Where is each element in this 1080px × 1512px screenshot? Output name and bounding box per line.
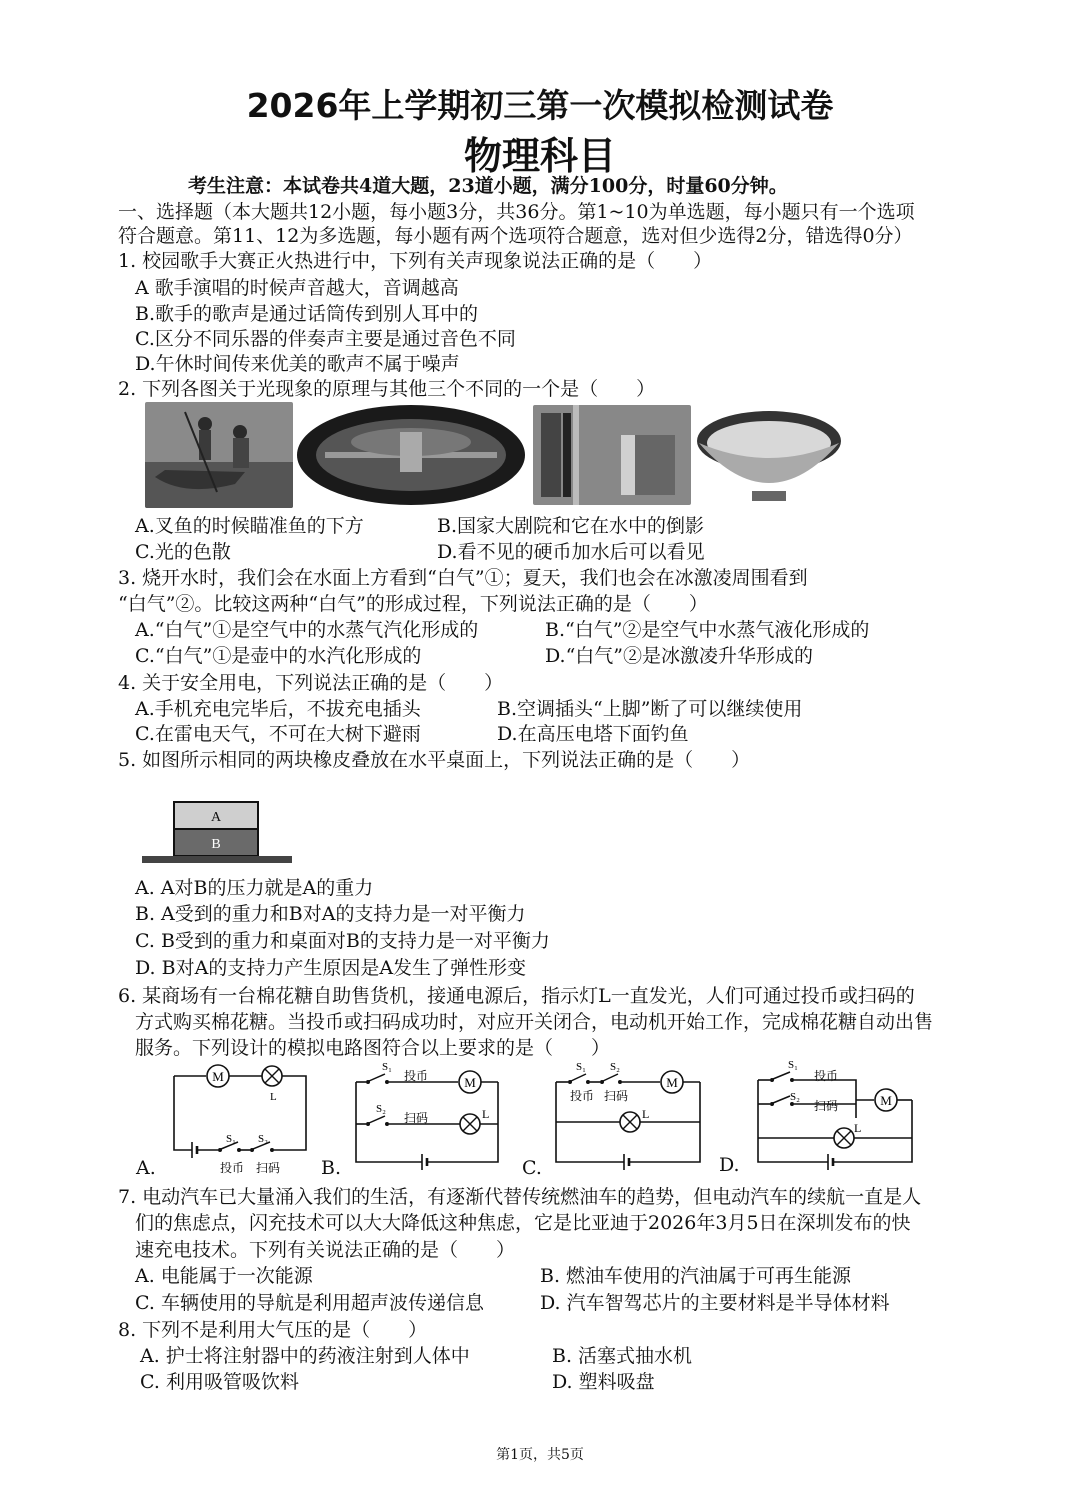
q7-stem-line1: 7. 电动汽车已大量涌入我们的生活，有逐渐代替传统燃油车的趋势，但电动汽车的续航一直是人 xyxy=(118,1186,922,1208)
section1-line2: 符合题意。第11、12为多选题，每小题有两个选项符合题意，选对但少选得2分，错选得0分） xyxy=(118,225,913,247)
q8-option-b: B. 活塞式抽水机 xyxy=(552,1345,693,1367)
q5-option-a: A. A对B的压力就是A的重力 xyxy=(135,877,374,899)
exam-title: 2026年上学期初三第一次模拟检测试卷 xyxy=(246,86,834,125)
q6b-s1-label: S₁ xyxy=(382,1061,392,1073)
q7-option-d: D. 汽车智驾芯片的主要材料是半导体材料 xyxy=(540,1292,890,1314)
q3-stem-line2: “白气”②。比较这两种“白气”的形成过程，下列说法正确的是（ ） xyxy=(118,593,708,615)
q6-option-a-label: A. xyxy=(136,1157,156,1179)
q7-stem-line3: 速充电技术。下列有关说法正确的是（ ） xyxy=(135,1239,516,1261)
q1-option-d: D.午休时间传来优美的歌声不属于噪声 xyxy=(135,353,460,375)
q6d-motor-label: M xyxy=(880,1093,892,1108)
q4-stem: 4. 关于安全用电，下列说法正确的是（ ） xyxy=(118,672,504,694)
q7-option-b: B. 燃油车使用的汽油属于可再生能源 xyxy=(540,1265,852,1287)
q7-option-c: C. 车辆使用的导航是利用超声波传递信息 xyxy=(135,1292,484,1314)
q8-option-a: A. 护士将注射器中的药液注射到人体中 xyxy=(140,1345,470,1367)
q8-option-c: C. 利用吸管吸饮料 xyxy=(140,1371,299,1393)
q5-eraser-figure xyxy=(142,798,292,870)
q1-option-b: B.歌手的歌声是通过话筒传到别人耳中的 xyxy=(135,303,479,325)
subject-title: 物理科目 xyxy=(463,134,616,178)
q6d-saoma-label: 扫码 xyxy=(814,1099,839,1113)
q4-option-c: C.在雷电天气，不可在大树下避雨 xyxy=(135,723,421,745)
q5-option-c: C. B受到的重力和桌面对B的支持力是一对平衡力 xyxy=(135,930,550,952)
page-number: 第1页，共5页 xyxy=(496,1447,584,1463)
q3-option-a: A.“白气”①是空气中的水蒸气汽化形成的 xyxy=(135,619,479,641)
section1-line1: 一、选择题（本大题共12小题，每小题3分，共36分。第1~10为单选题，每小题只有一个选项 xyxy=(118,201,915,223)
q6b-saoma-label: 扫码 xyxy=(404,1111,429,1125)
q5-block-b-label: B xyxy=(211,837,221,852)
q5-stem: 5. 如图所示相同的两块橡皮叠放在水平桌面上，下列说法正确的是（ ） xyxy=(118,749,751,771)
q5-option-b: B. A受到的重力和B对A的支持力是一对平衡力 xyxy=(135,903,526,925)
q8-option-d: D. 塑料吸盘 xyxy=(552,1371,655,1393)
q6-stem-line3: 服务。下列设计的模拟电路图符合以上要求的是（ ） xyxy=(135,1037,611,1059)
q1-option-a: A 歌手演唱的时候声音越大，音调越高 xyxy=(135,277,459,299)
q6b-s2-label: S₂ xyxy=(376,1103,386,1115)
q6-circuit-b xyxy=(340,1060,510,1172)
q6d-s1-label: S₁ xyxy=(788,1059,798,1071)
q6-stem-line2: 方式购买棉花糖。当投币或扫码成功时，对应开关闭合，电动机开始工作，完成棉花糖自动出售 xyxy=(135,1011,934,1033)
q1-stem: 1. 校园歌手大赛正火热进行中，下列有关声现象说法正确的是（ ） xyxy=(118,250,713,272)
q3-stem-line1: 3. 烧开水时，我们会在水面上方看到“白气”①；夏天，我们也会在冰激凌周围看到 xyxy=(118,567,808,589)
q6c-lamp-label: L xyxy=(642,1107,650,1121)
q6-circuit-a xyxy=(136,1062,316,1177)
q2-fishing-photo xyxy=(145,402,293,508)
q6d-toubi-label: 投币 xyxy=(814,1069,839,1083)
q6b-lamp-label: L xyxy=(482,1107,490,1121)
q2-bowl-photo xyxy=(694,403,844,508)
q2-dispersion-photo xyxy=(533,405,691,505)
q6c-toubi-label: 投币 xyxy=(570,1089,595,1103)
exam-notice: 考生注意：本试卷共4道大题，23道小题，满分100分，时量60分钟。 xyxy=(188,175,788,197)
q4-option-b: B.空调插头“上脚”断了可以继续使用 xyxy=(497,698,803,720)
q2-stem: 2. 下列各图关于光现象的原理与其他三个不同的一个是（ ） xyxy=(118,378,656,400)
q6-circuit-d xyxy=(740,1058,920,1172)
q6a-s2-label: S₂ xyxy=(258,1133,268,1145)
q3-option-d: D.“白气”②是冰激凌升华形成的 xyxy=(545,645,814,667)
q8-stem: 8. 下列不是利用大气压的是（ ） xyxy=(118,1319,428,1341)
q3-option-c: C.“白气”①是壶中的水汽化形成的 xyxy=(135,645,422,667)
q6c-motor-label: M xyxy=(666,1075,678,1090)
q6-option-b-label: B. xyxy=(321,1157,342,1179)
q6b-motor-label: M xyxy=(464,1075,476,1090)
q6a-s1-label: S₁ xyxy=(226,1133,236,1145)
q5-block-a-label: A xyxy=(210,810,222,825)
q7-stem-line2: 们的焦虑点，闪充技术可以大大降低这种焦虑，它是比亚迪于2026年3月5日在深圳发布的快 xyxy=(135,1212,911,1234)
q2-option-d: D.看不见的硬币加水后可以看见 xyxy=(437,541,705,563)
q6d-s2-label: S₂ xyxy=(790,1091,800,1103)
q6-circuit-c xyxy=(540,1060,710,1172)
q6a-saoma-label: 扫码 xyxy=(256,1161,281,1175)
q6a-toubi-label: 投币 xyxy=(220,1161,245,1175)
q7-option-a: A. 电能属于一次能源 xyxy=(135,1265,313,1287)
q6-option-c-label: C. xyxy=(522,1157,542,1179)
q4-option-d: D.在高压电塔下面钓鱼 xyxy=(497,723,689,745)
q6c-saoma-label: 扫码 xyxy=(604,1089,629,1103)
q6d-lamp-label: L xyxy=(854,1121,862,1135)
q6-option-d-label: D. xyxy=(719,1154,740,1176)
q6b-toubi-label: 投币 xyxy=(404,1069,429,1083)
q2-option-b: B.国家大剧院和它在水中的倒影 xyxy=(437,515,705,537)
q2-option-a: A.叉鱼的时候瞄准鱼的下方 xyxy=(135,515,364,537)
q6a-lamp-label: L xyxy=(270,1091,277,1103)
q2-theater-photo xyxy=(295,402,528,508)
q5-option-d: D. B对A的支持力产生原因是A发生了弹性形变 xyxy=(135,957,527,979)
q2-option-c: C.光的色散 xyxy=(135,541,231,563)
q1-option-c: C.区分不同乐器的伴奏声主要是通过音色不同 xyxy=(135,328,516,350)
q6a-motor-label: M xyxy=(212,1069,224,1084)
q6-stem-line1: 6. 某商场有一台棉花糖自助售货机，接通电源后，指示灯L一直发光，人们可通过投币或扫码的 xyxy=(118,985,915,1007)
q3-option-b: B.“白气”②是空气中水蒸气液化形成的 xyxy=(545,619,870,641)
q4-option-a: A.手机充电完毕后，不拔充电插头 xyxy=(135,698,421,720)
q6c-s2-label: S₂ xyxy=(610,1061,620,1073)
q6c-s1-label: S₁ xyxy=(576,1061,586,1073)
